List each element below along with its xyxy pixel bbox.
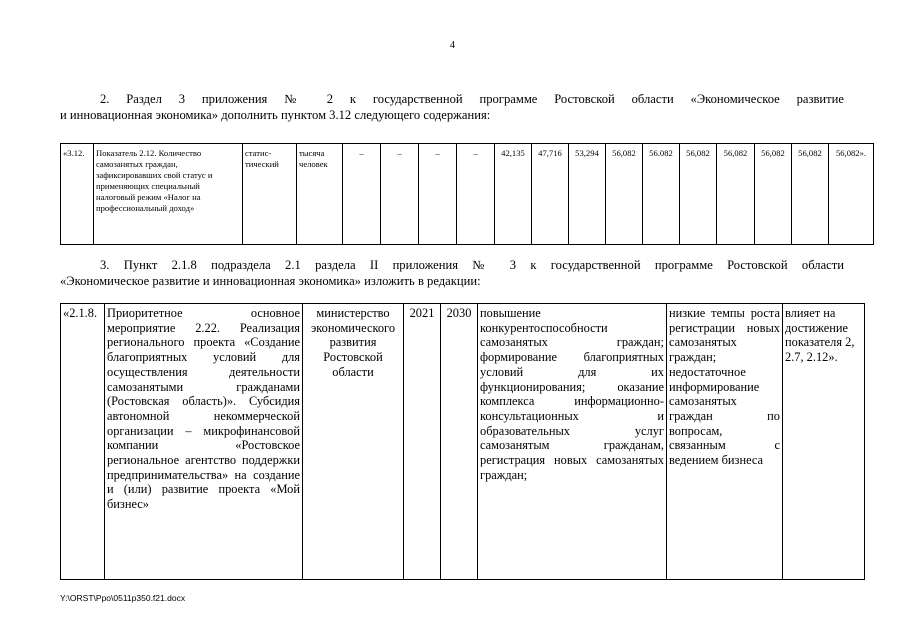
paragraph-amendment-2 [60,92,844,123]
cell-value: 42,135 [495,144,532,245]
table-row [61,144,874,245]
event-table [60,303,865,580]
cell-indicator-link: влияет на достижение показателя 2, 2.7, 2.12». [783,304,865,580]
paragraph-line: 2. Раздел 3 приложения № 2 к государственной программе Ростовской области «Экономическое развитие [100,92,844,106]
paragraph-line: «Экономическое развитие и инновационная экономика» изложить в редакции: [60,273,481,288]
cell-value: – [343,144,381,245]
cell-event-description: Приоритетное основное мероприятие 2.22. Реализация регионального проекта «Создание благоприятных условий для осуществления деятельности самозанятыми гражданами (Ростовская область)». Субсидия автономной некоммерческой организации – микрофинансовой компании «Ростовское региональное агентство поддержки предпринимательства» на создание и (или) развитие проекта «Мой бизнес» [105,304,303,580]
cell-value: – [419,144,457,245]
paragraph-line: 3. Пункт 2.1.8 подраздела 2.1 раздела II приложения № 3 к государственной программе Ростовской области [100,258,844,272]
cell-end-year: 2030 [441,304,478,580]
cell-indicator-type: статис-тический [243,144,297,245]
cell-code: «3.12. [61,144,94,245]
cell-executor: министерство экономического развития Ростовской области [303,304,404,580]
cell-value: 56,082 [755,144,792,245]
cell-start-year: 2021 [404,304,441,580]
cell-value: 56,082 [606,144,643,245]
cell-code: «2.1.8. [61,304,105,580]
cell-value: 56.082 [643,144,680,245]
cell-unit: тысяча человек [297,144,343,245]
cell-value: 53,294 [569,144,606,245]
cell-value: 47,716 [532,144,569,245]
cell-value: 56,082 [792,144,829,245]
cell-value: 56,082 [717,144,755,245]
paragraph-amendment-3 [60,258,844,289]
page-number: 4 [450,40,455,51]
table-row [61,304,865,580]
cell-value: 56,082 [680,144,717,245]
file-path-footer: Y:\ORST\Ppo\0511p350.f21.docx [60,593,186,603]
cell-value: – [381,144,419,245]
cell-indicator-name: Показатель 2.12. Количество самозанятых граждан, зафиксировавших свой статус и применяющих специальный налоговый режим «Налог на профессиональный доход» [94,144,243,245]
cell-value: – [457,144,495,245]
indicator-table [60,143,874,245]
cell-expected-result: повышение конкурентоспособности самозанятых граждан; формирование благоприятных условий для их функционирования; оказание комплекса информационно-консультационных и образовательных услуг самозанятым гражданам, регистрация новых самозанятых граждан; [478,304,667,580]
cell-value: 56,082». [829,144,874,245]
cell-consequences: низкие темпы роста регистрации новых самозанятых граждан; недостаточное информирование самозанятых граждан по вопросам, связанным с ведением бизнеса [667,304,783,580]
paragraph-line: и инновационная экономика» дополнить пунктом 3.12 следующего содержания: [60,107,491,122]
